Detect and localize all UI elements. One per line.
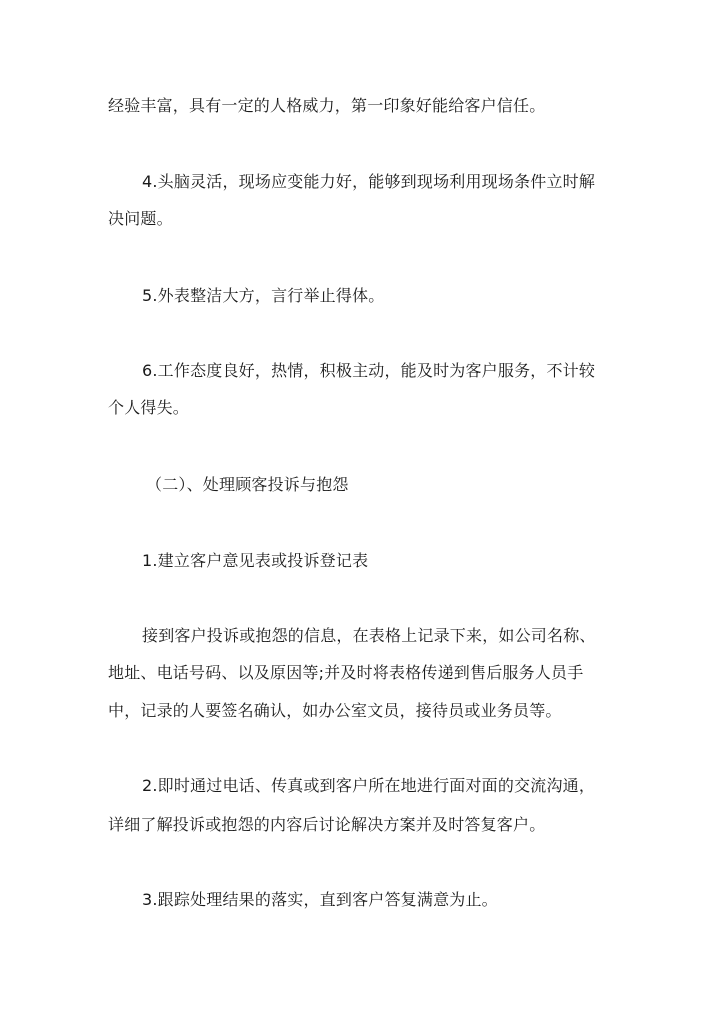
paragraph-line: 接到客户投诉或抱怨的信息，在表格上记录下来，如公司名称、 — [142, 626, 596, 645]
section-heading: （二）、处理顾客投诉与抱怨 — [146, 475, 349, 494]
paragraph-line: 4.头脑灵活，现场应变能力好，能够到现场利用现场条件立时解 — [142, 172, 596, 191]
paragraph-line: 5.外表整洁大方，言行举止得体。 — [142, 286, 385, 305]
paragraph-line: 3.跟踪处理结果的落实，直到客户答复满意为止。 — [142, 890, 498, 909]
paragraph-line: 1.建立客户意见表或投诉登记表 — [142, 551, 369, 570]
paragraph-line: 地址、电话号码、以及原因等;并及时将表格传递到售后服务人员手 — [108, 663, 584, 682]
paragraph-line: 中，记录的人要签名确认，如办公室文员，接待员或业务员等。 — [108, 701, 562, 720]
paragraph-line: 详细了解投诉或抱怨的内容后讨论解决方案并及时答复客户。 — [108, 815, 546, 834]
paragraph-line: 2.即时通过电话、传真或到客户所在地进行面对面的交流沟通， — [142, 776, 596, 795]
paragraph-line: 经验丰富，具有一定的人格威力，第一印象好能给客户信任。 — [108, 96, 546, 115]
paragraph-line: 6.工作态度良好，热情，积极主动，能及时为客户服务，不计较 — [142, 361, 596, 380]
paragraph-line: 决问题。 — [108, 209, 173, 228]
paragraph-line: 个人得失。 — [108, 398, 190, 417]
